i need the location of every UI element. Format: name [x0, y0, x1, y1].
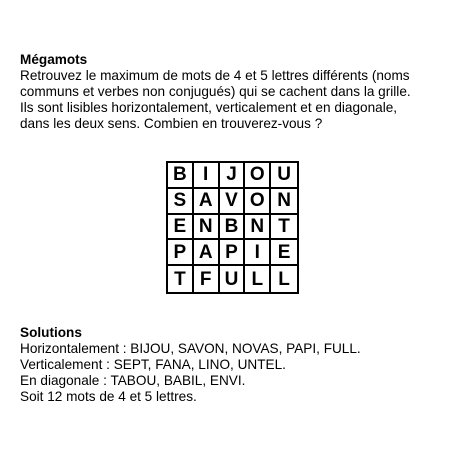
grid-cell: L: [245, 266, 271, 292]
solution-line: Horizontalement : BIJOU, SAVON, NOVAS, PAPI, FULL.: [20, 341, 361, 356]
grid-cell: B: [220, 215, 246, 241]
solution-line: En diagonale : TABOU, BABIL, ENVI.: [20, 373, 246, 388]
grid-cell: A: [194, 240, 220, 266]
grid-cell: P: [168, 240, 194, 266]
instructions-line: Retrouvez le maximum de mots de 4 et 5 lettres différents (noms: [20, 68, 410, 83]
grid-cell: A: [194, 189, 220, 215]
instructions-line: dans les deux sens. Combien en trouverez-vous ?: [20, 116, 323, 131]
grid-cell: U: [220, 266, 246, 292]
grid-cell: J: [220, 163, 246, 189]
puzzle-title: Mégamots: [20, 52, 88, 67]
grid-cell: L: [278, 268, 290, 290]
grid-cell: O: [245, 189, 271, 215]
solutions-title: Solutions: [20, 325, 82, 340]
grid-cell: S: [168, 189, 194, 215]
grid-cell: F: [194, 266, 220, 292]
grid-cell: O: [245, 163, 271, 189]
grid-cell: B: [168, 163, 194, 189]
grid-cell: U: [271, 163, 297, 189]
grid-cell: N: [194, 215, 220, 241]
grid-cell: N: [245, 215, 271, 241]
grid-cell: T: [168, 266, 194, 292]
grid-cell: E: [168, 215, 194, 241]
grid-cell: I: [194, 163, 220, 189]
grid-cell: V: [220, 189, 246, 215]
letter-grid: [166, 161, 299, 294]
grid-cell: N: [271, 189, 297, 215]
grid-cell: I: [245, 240, 271, 266]
solution-line: Soit 12 mots de 4 et 5 lettres.: [20, 389, 197, 404]
solution-line: Verticalement : SEPT, FANA, LINO, UNTEL.: [20, 357, 286, 372]
instructions-line: communs et verbes non conjugués) qui se cachent dans la grille.: [20, 84, 411, 99]
puzzle-intro: [20, 52, 445, 132]
instructions-line: Ils sont lisibles horizontalement, verticalement et en diagonale,: [20, 100, 398, 115]
grid-cell: T: [271, 215, 297, 241]
grid-cell: E: [271, 240, 297, 266]
grid-cell: P: [220, 240, 246, 266]
solutions-section: [20, 325, 445, 405]
